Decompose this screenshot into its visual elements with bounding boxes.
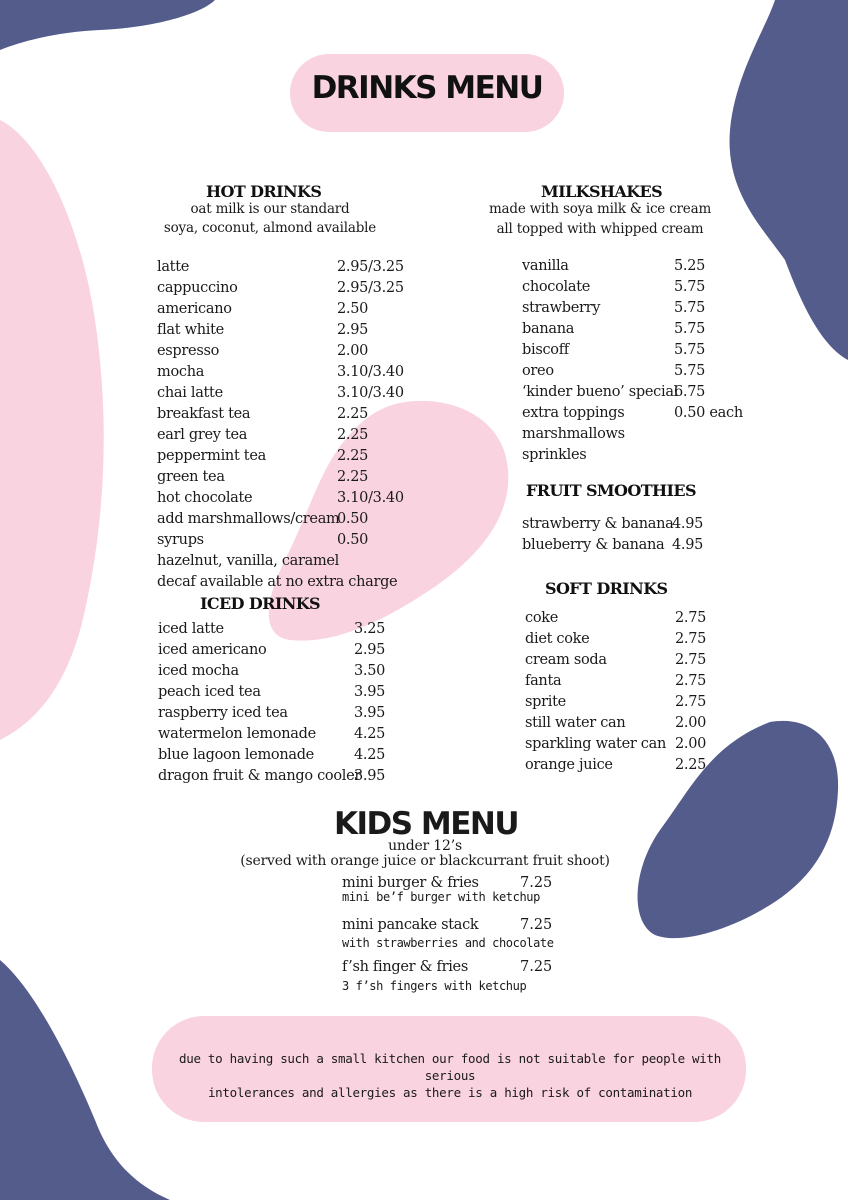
milkshake-row-name: extra toppings <box>522 405 625 421</box>
hot-drink-row-price: 2.95 <box>337 322 369 338</box>
hot-drink-row <box>157 467 457 488</box>
soft-drink-row-name: still water can <box>525 715 626 731</box>
allergy-notice-line2: intolerances and allergies as there is a high risk of contamination <box>207 1085 693 1100</box>
milkshake-row <box>522 382 772 403</box>
iced-drink-row-price: 3.95 <box>354 684 386 700</box>
hot-drink-row-name: peppermint tea <box>157 448 266 464</box>
hot-drink-row <box>157 446 457 467</box>
smoothie-row-name: strawberry & banana <box>522 516 674 532</box>
iced-drink-row-name: blue lagoon lemonade <box>158 747 314 763</box>
hot-drink-row <box>157 530 457 551</box>
iced-drinks-heading: ICED DRINKS <box>200 594 321 613</box>
milkshake-row-price: 5.75 <box>674 300 706 316</box>
hot-drinks-heading: HOT DRINKS <box>206 182 322 201</box>
milkshake-row-name: chocolate <box>522 279 591 295</box>
iced-drink-row-name: iced americano <box>158 642 267 658</box>
kids-menu-age: under 12’s <box>388 838 462 854</box>
milkshake-row-price: 5.75 <box>674 342 706 358</box>
soft-drink-row <box>525 671 775 692</box>
hot-drink-row-price: 3.10/3.40 <box>337 490 404 506</box>
hot-drink-row <box>157 404 457 425</box>
milkshake-row <box>522 277 772 298</box>
iced-drink-row-name: iced mocha <box>158 663 239 679</box>
soft-drink-row-name: fanta <box>525 673 562 689</box>
hot-drink-row-name: flat white <box>157 322 224 338</box>
hot-drink-row-price: 2.25 <box>337 469 369 485</box>
soft-drink-row-name: cream soda <box>525 652 607 668</box>
soft-drink-row-name: sparkling water can <box>525 736 666 752</box>
iced-drink-row-name: dragon fruit & mango cooler <box>158 768 362 784</box>
hot-drink-row <box>157 425 457 446</box>
iced-drink-row-price: 4.25 <box>354 747 386 763</box>
kids-menu-drink-note: (served with orange juice or blackcurrant fruit shoot) <box>240 853 610 869</box>
soft-drink-row <box>525 713 775 734</box>
smoothie-row-name: blueberry & banana <box>522 537 665 553</box>
iced-drink-row-price: 3.95 <box>354 768 386 784</box>
milkshake-row <box>522 319 772 340</box>
iced-drink-row-price: 3.95 <box>354 705 386 721</box>
fruit-smoothies-heading: FRUIT SMOOTHIES <box>526 481 696 500</box>
milkshake-row-name: strawberry <box>522 300 601 316</box>
iced-drink-row <box>158 640 458 661</box>
hot-drink-row <box>157 320 457 341</box>
hot-drink-row <box>157 362 457 383</box>
hot-drink-row-price: 2.50 <box>337 301 369 317</box>
milkshakes-list <box>522 256 772 424</box>
hot-drink-row-price: 0.50 <box>337 532 369 548</box>
hot-drink-row-name: breakfast tea <box>157 406 251 422</box>
milkshake-row-price: 5.75 <box>674 279 706 295</box>
syrup-flavours-note: hazelnut, vanilla, caramel <box>157 553 340 569</box>
milkshake-row-name: biscoff <box>522 342 569 358</box>
milkshake-row-price: 5.75 <box>674 321 706 337</box>
soft-drink-row <box>525 734 775 755</box>
hot-drink-row-name: mocha <box>157 364 205 380</box>
iced-drink-row <box>158 703 458 724</box>
soft-drink-row <box>525 755 775 776</box>
hot-drink-row-price: 3.10/3.40 <box>337 385 404 401</box>
hot-drink-row <box>157 299 457 320</box>
hot-drink-row <box>157 488 457 509</box>
hot-drink-row-name: chai latte <box>157 385 223 401</box>
soft-drink-row-name: diet coke <box>525 631 590 647</box>
milkshake-row-price: 5.75 <box>674 363 706 379</box>
milkshake-row-price: 6.75 <box>674 384 706 400</box>
hot-drink-row-price: 2.25 <box>337 448 369 464</box>
soft-drinks-list <box>525 608 775 776</box>
milkshake-row-name: vanilla <box>522 258 569 274</box>
hot-drink-row-price: 0.50 <box>337 511 369 527</box>
fruit-smoothies-list <box>522 514 772 556</box>
allergy-notice <box>160 1050 740 1101</box>
hot-drink-row <box>157 278 457 299</box>
iced-drinks-list <box>158 619 458 787</box>
milkshake-row-price: 5.25 <box>674 258 706 274</box>
soft-drink-row <box>525 650 775 671</box>
hot-drink-row-name: green tea <box>157 469 225 485</box>
soft-drink-row-name: coke <box>525 610 559 626</box>
milkshakes-sub2: all topped with whipped cream <box>496 221 704 237</box>
kids-item-price: 7.25 <box>520 959 553 975</box>
kids-item-name: mini burger & fries <box>342 875 479 891</box>
soft-drink-row <box>525 608 775 629</box>
hot-drinks-sub2: soya, coconut, almond available <box>163 220 377 236</box>
hot-drink-row <box>157 383 457 404</box>
milkshakes-heading: MILKSHAKES <box>541 182 663 201</box>
topping-marshmallows: marshmallows <box>522 426 625 442</box>
hot-drink-row-name: latte <box>157 259 190 275</box>
hot-drinks-list <box>157 257 457 551</box>
hot-drink-row-price: 2.25 <box>337 406 369 422</box>
hot-drink-row-name: espresso <box>157 343 220 359</box>
milkshake-row <box>522 298 772 319</box>
iced-drink-row-name: watermelon lemonade <box>158 726 316 742</box>
soft-drink-row-price: 2.00 <box>675 715 707 731</box>
smoothie-row <box>522 514 772 535</box>
soft-drinks-heading: SOFT DRINKS <box>545 579 668 598</box>
iced-drink-row-name: raspberry iced tea <box>158 705 288 721</box>
smoothie-row-price: 4.95 <box>672 537 704 553</box>
milkshake-row <box>522 340 772 361</box>
hot-drink-row-name: earl grey tea <box>157 427 248 443</box>
menu-title: DRINKS MENU <box>311 70 543 106</box>
iced-drink-row-price: 2.95 <box>354 642 386 658</box>
kids-item-description: mini be’f burger with ketchup <box>342 890 540 904</box>
soft-drink-row-price: 2.75 <box>675 631 707 647</box>
hot-drink-row <box>157 257 457 278</box>
iced-drink-row-name: iced latte <box>158 621 224 637</box>
hot-drink-row-price: 2.95/3.25 <box>337 259 404 275</box>
iced-drink-row <box>158 724 458 745</box>
iced-drink-row-price: 3.25 <box>354 621 386 637</box>
soft-drink-row-price: 2.25 <box>675 757 707 773</box>
kids-item-name: f’sh finger & fries <box>342 959 468 975</box>
decaf-note: decaf available at no extra charge <box>157 574 398 590</box>
allergy-notice-line1: due to having such a small kitchen our food is not suitable for people with serious <box>179 1051 721 1083</box>
pink-blob-left <box>0 120 104 740</box>
iced-drink-row-price: 3.50 <box>354 663 386 679</box>
iced-drink-row <box>158 766 458 787</box>
milkshake-row <box>522 403 772 424</box>
hot-drink-row-name: add marshmallows/cream <box>157 511 340 527</box>
hot-drink-row-name: cappuccino <box>157 280 238 296</box>
smoothie-row-price: 4.95 <box>672 516 704 532</box>
hot-drink-row <box>157 341 457 362</box>
soft-drink-row-price: 2.75 <box>675 673 707 689</box>
milkshake-row-name: banana <box>522 321 575 337</box>
kids-item-price: 7.25 <box>520 875 553 891</box>
hot-drink-row-name: americano <box>157 301 232 317</box>
iced-drink-row <box>158 682 458 703</box>
soft-drink-row <box>525 692 775 713</box>
hot-drink-row-price: 2.95/3.25 <box>337 280 404 296</box>
soft-drink-row-price: 2.75 <box>675 652 707 668</box>
soft-drink-row-price: 2.75 <box>675 694 707 710</box>
milkshake-row <box>522 361 772 382</box>
hot-drink-row-price: 2.00 <box>337 343 369 359</box>
navy-blob-top-left <box>0 0 215 50</box>
soft-drink-row <box>525 629 775 650</box>
hot-drink-row-name: syrups <box>157 532 204 548</box>
hot-drinks-sub1: oat milk is our standard <box>190 201 350 217</box>
kids-item-name: mini pancake stack <box>342 917 479 933</box>
topping-sprinkles: sprinkles <box>522 447 587 463</box>
navy-blob-bottom-left <box>0 960 170 1200</box>
milkshake-row-name: oreo <box>522 363 554 379</box>
hot-drink-row-price: 2.25 <box>337 427 369 443</box>
hot-drink-row-name: hot chocolate <box>157 490 253 506</box>
hot-drink-row <box>157 509 457 530</box>
soft-drink-row-price: 2.75 <box>675 610 707 626</box>
milkshake-row <box>522 256 772 277</box>
hot-drink-row-price: 3.10/3.40 <box>337 364 404 380</box>
soft-drink-row-price: 2.00 <box>675 736 707 752</box>
milkshake-row-name: ‘kinder bueno’ special <box>522 384 679 400</box>
iced-drink-row-name: peach iced tea <box>158 684 261 700</box>
kids-item-price: 7.25 <box>520 917 553 933</box>
milkshakes-sub1: made with soya milk & ice cream <box>488 201 712 217</box>
soft-drink-row-name: sprite <box>525 694 566 710</box>
smoothie-row <box>522 535 772 556</box>
kids-item-description: 3 f’sh fingers with ketchup <box>342 979 527 993</box>
iced-drink-row-price: 4.25 <box>354 726 386 742</box>
kids-item-description: with strawberries and chocolate <box>342 936 554 950</box>
kids-menu-title: KIDS MENU <box>333 806 519 842</box>
milkshake-row-price: 0.50 each <box>674 405 743 421</box>
iced-drink-row <box>158 619 458 640</box>
soft-drink-row-name: orange juice <box>525 757 613 773</box>
iced-drink-row <box>158 745 458 766</box>
iced-drink-row <box>158 661 458 682</box>
